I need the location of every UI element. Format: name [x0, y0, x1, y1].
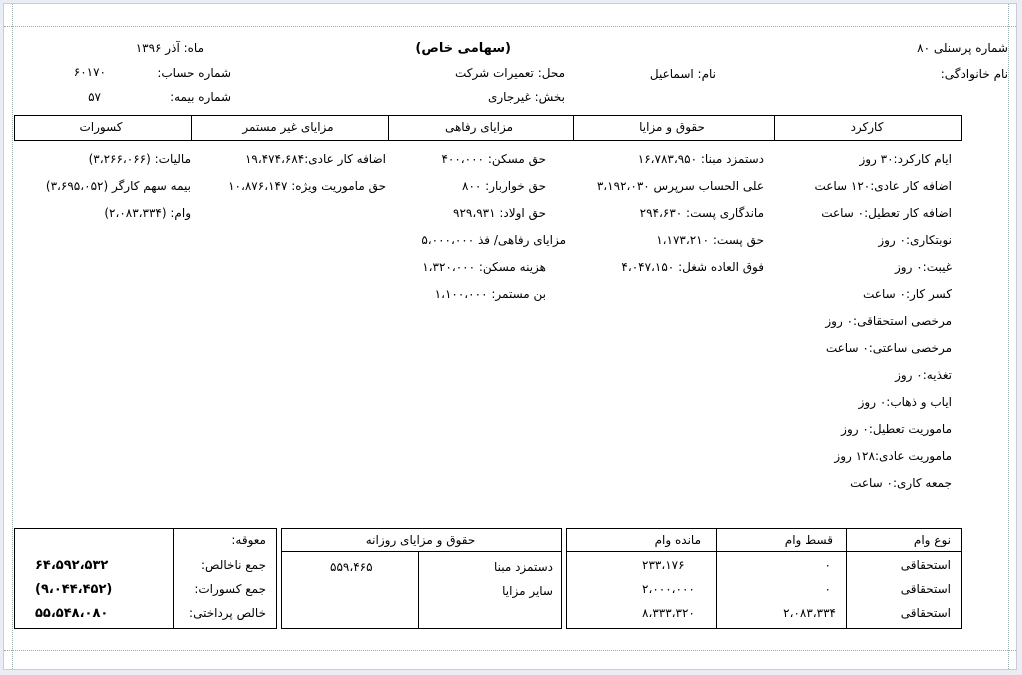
loan-row-balance: ۸،۳۳۳،۳۲۰	[642, 606, 695, 620]
total-deductions-value: (۹،۰۴۴،۴۵۲)	[35, 582, 113, 597]
totals-table	[14, 528, 277, 629]
loan-row-type: استحقاقی	[900, 582, 951, 596]
loan-installment-header: قسط وام	[784, 533, 833, 547]
loan-row-balance: ۲۳۳،۱۷۶	[642, 558, 685, 572]
company-type: (سهامی خاص)	[415, 41, 511, 56]
list-item: فوق العاده شغل: ۴،۰۴۷،۱۵۰	[621, 260, 764, 274]
daily-other-label: سایر مزایا	[502, 584, 553, 598]
list-item: ماموریت عادی:۱۲۸ روز	[834, 449, 952, 463]
net-pay-value: ۵۵،۵۴۸،۰۸۰	[35, 606, 109, 621]
list-item: هزینه مسکن: ۱،۳۲۰،۰۰۰	[422, 260, 546, 274]
insurance-value: ۵۷	[88, 90, 101, 104]
list-item: مالیات: (۳،۲۶۶،۰۶۶)	[88, 152, 191, 166]
list-item: غیبت:۰ روز	[895, 260, 952, 274]
column-deductions: کسورات	[79, 120, 123, 134]
loan-type-header: نوع وام	[913, 533, 951, 547]
column-irregular: مزایای غیر مستمر	[242, 120, 334, 134]
list-item: نوبتکاری:۰ روز	[878, 233, 952, 247]
list-item: اضافه کار عادی:۱۹،۴۷۴،۶۸۴	[244, 152, 386, 166]
family-name-label: نام خانوادگی:	[940, 67, 1008, 81]
gross-label: جمع ناخالص:	[200, 558, 266, 572]
loan-row-type: استحقاقی	[900, 606, 951, 620]
list-item: بن مستمر: ۱،۱۰۰،۰۰۰	[434, 287, 546, 301]
gross-value: ۶۴،۵۹۲،۵۳۲	[35, 558, 109, 573]
list-item: ایام کارکرد:۳۰ روز	[859, 152, 952, 166]
list-item: حق خواربار: ۸۰۰	[462, 179, 546, 193]
list-item: بیمه سهم کارگر (۳،۶۹۵،۰۵۲)	[45, 179, 191, 193]
payslip-page	[3, 3, 1017, 670]
daily-base-label: دستمزد مبنا	[493, 560, 553, 574]
section: بخش: غیرجاری	[487, 90, 565, 104]
list-item: اضافه کار تعطیل:۰ ساعت	[821, 206, 952, 220]
margin-guide-top	[4, 26, 1016, 27]
daily-wage-table	[281, 528, 562, 629]
margin-guide-bottom	[4, 650, 1016, 651]
list-item: کسر کار:۰ ساعت	[863, 287, 952, 301]
loan-row-installment: ۰	[824, 582, 831, 596]
list-item: حق ماموریت ویژه: ۱۰،۸۷۶،۱۴۷	[228, 179, 386, 193]
main-table-header	[14, 115, 962, 141]
location: محل: تعمیرات شرکت	[454, 66, 565, 80]
loan-row-balance: ۲،۰۰۰،۰۰۰	[642, 582, 695, 596]
account-value: ۶۰۱۷۰	[73, 65, 106, 79]
insurance-label: شماره بیمه:	[170, 90, 231, 104]
margin-guide-left	[12, 4, 13, 669]
loan-row-installment: ۰	[824, 558, 831, 572]
total-deductions-label: جمع کسورات:	[194, 582, 266, 596]
list-item: حق اولاد: ۹۲۹،۹۳۱	[453, 206, 546, 220]
list-item: مرخصی استحقاقی:۰ روز	[825, 314, 952, 328]
daily-wage-header: حقوق و مزایای روزانه	[365, 533, 476, 547]
list-item: مرخصی ساعتی:۰ ساعت	[825, 341, 952, 355]
loan-row-type: استحقاقی	[900, 558, 951, 572]
list-item: جمعه کاری:۰ ساعت	[850, 476, 952, 490]
list-item: حق مسکن: ۴۰۰،۰۰۰	[441, 152, 546, 166]
list-item: علی الحساب سرپرس ۳،۱۹۲،۰۳۰	[596, 179, 764, 193]
net-pay-label: خالص پرداختی:	[189, 606, 266, 620]
column-welfare: مزایای رفاهی	[444, 120, 514, 134]
list-item: ایاب و ذهاب:۰ روز	[858, 395, 952, 409]
loans-table	[566, 528, 962, 629]
daily-base-value: ۵۵۹،۴۶۵	[330, 560, 373, 574]
column-work: کارکرد	[850, 120, 884, 134]
column-salary: حقوق و مزایا	[639, 120, 705, 134]
arrears-label: معوقه:	[231, 533, 266, 547]
list-item: ماندگاری پست: ۲۹۴،۶۳۰	[639, 206, 764, 220]
list-item: وام: (۲،۰۸۳،۳۳۴)	[104, 206, 191, 220]
loan-balance-header: مانده وام	[654, 533, 701, 547]
first-name: نام: اسماعیل	[649, 67, 716, 81]
account-label: شماره حساب:	[157, 66, 231, 80]
list-item: مزایای رفاهی/ فذ ۵،۰۰۰،۰۰۰	[421, 233, 566, 247]
list-item: دستمزد مبنا: ۱۶،۷۸۳،۹۵۰	[637, 152, 764, 166]
list-item: تغذیه:۰ روز	[895, 368, 952, 382]
list-item: حق پست: ۱،۱۷۳،۲۱۰	[656, 233, 764, 247]
margin-guide-right	[1008, 4, 1009, 669]
personnel-number: شماره پرسنلی ۸۰	[917, 41, 1008, 55]
month: ماه: آذر ۱۳۹۶	[135, 41, 204, 55]
loan-row-installment: ۲،۰۸۳،۳۳۴	[783, 606, 836, 620]
list-item: اضافه کار عادی:۱۲۰ ساعت	[814, 179, 952, 193]
list-item: ماموریت تعطیل:۰ روز	[841, 422, 952, 436]
